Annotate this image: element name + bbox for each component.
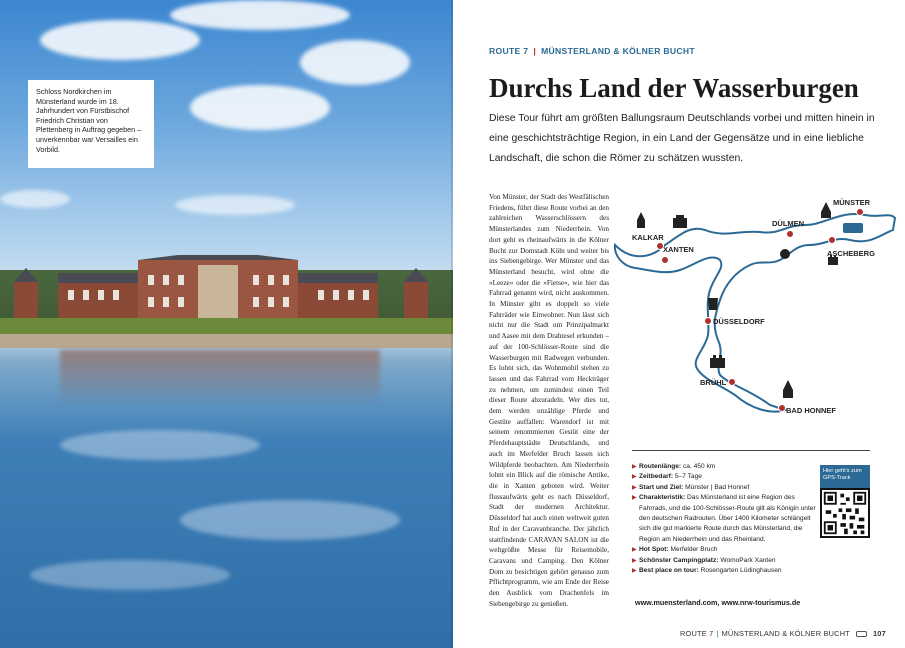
label-duesseldorf: DÜSSELDORF bbox=[713, 317, 765, 326]
stop-muenster bbox=[857, 209, 864, 216]
fact-item bbox=[632, 545, 822, 555]
cloud-reflection bbox=[180, 500, 400, 540]
church-icon bbox=[821, 202, 831, 218]
bullet-arrow-icon: ▶ bbox=[632, 464, 637, 470]
bullet-arrow-icon: ▶ bbox=[632, 568, 637, 575]
fact-value: Merfelder Bruch bbox=[670, 546, 718, 554]
map-labels bbox=[632, 198, 875, 415]
bullet-arrow-icon: ▶ bbox=[632, 474, 637, 481]
route-number: ROUTE 7 bbox=[489, 46, 529, 56]
fact-label: Zeitbedarf: bbox=[639, 473, 674, 481]
trees-icon bbox=[780, 249, 790, 259]
moat-wall bbox=[0, 334, 453, 348]
church-icon bbox=[637, 212, 645, 228]
label-kalkar: KALKAR bbox=[632, 233, 664, 242]
castle-icon bbox=[710, 355, 725, 368]
route-region: MÜNSTERLAND & KÖLNER BUCHT bbox=[541, 46, 695, 56]
fact-label: Best place on tour: bbox=[639, 567, 699, 575]
camper-van-icon bbox=[856, 631, 867, 637]
intro-paragraph: Diese Tour führt am größten Ballungsraum Deutschlands vorbei und mitten hinein in eine geschichtsträchtige Region, in ein Land der Gegensätze und in eine liebliche Landschaft, die schon die Römer zu schätzen wussten. bbox=[489, 113, 875, 164]
map-stops bbox=[657, 209, 864, 412]
header-separator: | bbox=[533, 46, 537, 56]
cloud bbox=[40, 20, 200, 60]
stop-ascheberg bbox=[829, 237, 836, 244]
label-duelmen: DÜLMEN bbox=[772, 219, 805, 228]
label-bad-honnef: BAD HONNEF bbox=[786, 406, 836, 415]
qr-code[interactable] bbox=[820, 488, 870, 538]
stop-duelmen bbox=[787, 231, 794, 238]
fact-item bbox=[632, 472, 822, 482]
footer-separator: | bbox=[716, 629, 719, 638]
stop-xanten bbox=[662, 257, 669, 264]
cloud bbox=[190, 85, 330, 130]
stop-bruehl bbox=[729, 379, 736, 386]
camper-van-icon bbox=[843, 223, 863, 233]
shopping-bag-icon bbox=[708, 298, 718, 310]
cloud bbox=[175, 195, 295, 215]
footer-region: MÜNSTERLAND & KÖLNER BUCHT bbox=[721, 629, 850, 638]
info-divider bbox=[632, 450, 870, 451]
label-ascheberg: ASCHEBERG bbox=[827, 249, 875, 258]
fact-item bbox=[632, 493, 822, 545]
label-xanten: XANTEN bbox=[663, 245, 694, 254]
bullet-arrow-icon: ▶ bbox=[632, 495, 637, 502]
fact-label: Hot Spot: bbox=[639, 546, 669, 554]
water-reflection bbox=[60, 350, 380, 405]
label-bruehl: BRÜHL bbox=[700, 378, 727, 387]
route-facts bbox=[632, 462, 822, 576]
page-number: 107 bbox=[872, 629, 886, 638]
page-footer bbox=[680, 629, 886, 638]
cloud-reflection bbox=[60, 430, 260, 460]
fact-item bbox=[632, 566, 822, 576]
route-map bbox=[610, 190, 900, 430]
fact-label: Charakteristik: bbox=[639, 494, 686, 502]
stop-bad-honnef bbox=[779, 405, 786, 412]
footer-route: ROUTE 7 bbox=[680, 629, 714, 638]
fact-value: Münster | Bad Honnef bbox=[685, 483, 750, 491]
fact-label: Routenlänge: bbox=[639, 463, 682, 470]
cloud bbox=[170, 0, 350, 30]
label-muenster: MÜNSTER bbox=[833, 198, 871, 207]
bullet-arrow-icon: ▶ bbox=[632, 557, 637, 564]
bullet-arrow-icon: ▶ bbox=[632, 547, 637, 554]
fact-item bbox=[632, 556, 822, 566]
fact-value: 5–7 Tage bbox=[674, 473, 702, 481]
castle-illustration bbox=[58, 255, 378, 325]
bullet-arrow-icon: ▶ bbox=[632, 484, 637, 491]
page-title: Durchs Land der Wasserburgen bbox=[489, 73, 859, 103]
gps-track-label: Hier geht's zum GPS-Track bbox=[820, 465, 870, 488]
fact-value: Rosengarten Lüdinghausen bbox=[700, 567, 782, 575]
fact-value: WomoPark Xanten bbox=[720, 556, 776, 564]
fact-item bbox=[632, 462, 822, 472]
stop-duesseldorf bbox=[705, 318, 712, 325]
route-header bbox=[489, 46, 695, 56]
temple-icon bbox=[673, 215, 687, 228]
fact-label: Start und Ziel: bbox=[639, 483, 684, 491]
body-text: Von Münster, der Stadt des Westfälischen Friedens, führt diese Route vorbei an den zahlreichen Wasserschlössern des Münsterlandes zum Niederrhein. Von dort geht es rheinaufwärts in die Kölner Bucht zur Domstadt Köln und weiter bis ins Siebengebirge. Wer Münster und das Münsterland besucht, wird ohne die »Leeze« oder die »Fietse«, wie hier das Fahrrad genannt wird, nicht auskommen. In Münster gibt es doppelt so viele Fahrräder wie Einwohner. Nun lässt sich nicht nur die Stadt um Prinzipalmarkt und Aasee mit dem Drahtesel erkunden – auf der 100-Schlösser-Route sind die Wasserburgen mit Radwegen verbunden. Es lohnt sich, das Wohnmobil stehen zu lassen und das Fahrrad vom Heckträger zu nehmen, um zumindest einen Teil dieser Route abzuradeln. Wer dies tut, dem werden unzählige Pferde und Gestüte auffallen: Warendorf ist mit seinem renommierten Gestüt eine der Pferdehauptstädte Deutschlands, und auch im Merfelder Bruch lassen sich Wildpferde beobachten. Am Niederrhein lohnt ein Blick auf die römische Antike, die in Xanten geboten wird. Weiter flussaufwärts geht es nach Düsseldorf, Stadt der modernen Architektur. Düsseldorf hat auch einen weltweit guten Ruf in der Caravanbranche. Der jährlich stattfindende CARAVAN SALON ist die weltgrößte Messe für Reisemobile, Caravans und Camping. Den Kölner Dom zu besichtigen gehört genauso zum Pflichtprogramm, wie am Ende der Reise den Ausblick vom Drachenfels im Siebengebirge zu genießen. bbox=[489, 193, 609, 608]
cloud bbox=[0, 190, 70, 208]
website-links[interactable]: www.muensterland.com, www.nrw-tourismus.de bbox=[635, 598, 801, 607]
fact-value: ca. 450 km bbox=[682, 463, 716, 470]
church-icon bbox=[783, 380, 793, 398]
fact-label: Schönster Campingplatz: bbox=[639, 556, 719, 564]
fact-item bbox=[632, 483, 822, 493]
photo-caption: Schloss Nordkirchen im Münsterland wurde im 18. Jahrhundert von Fürstbischof Friedrich Christian von Plettenberg in Auftrag gegeben – unverkennbar war Versailles ein Vorbild. bbox=[28, 80, 154, 168]
cloud bbox=[300, 40, 410, 85]
fact-value: Das Münsterland ist eine Region des Fahrrads, und die 100-Schlösser-Route gilt als Königin unter den deutschen Radrouten. Über 1400 Kilometer schlängelt sich die gut markierte Route durch das Münsterland, die Region am Niederrhein und das Rheinland. bbox=[639, 494, 816, 543]
cloud-reflection bbox=[30, 560, 230, 590]
